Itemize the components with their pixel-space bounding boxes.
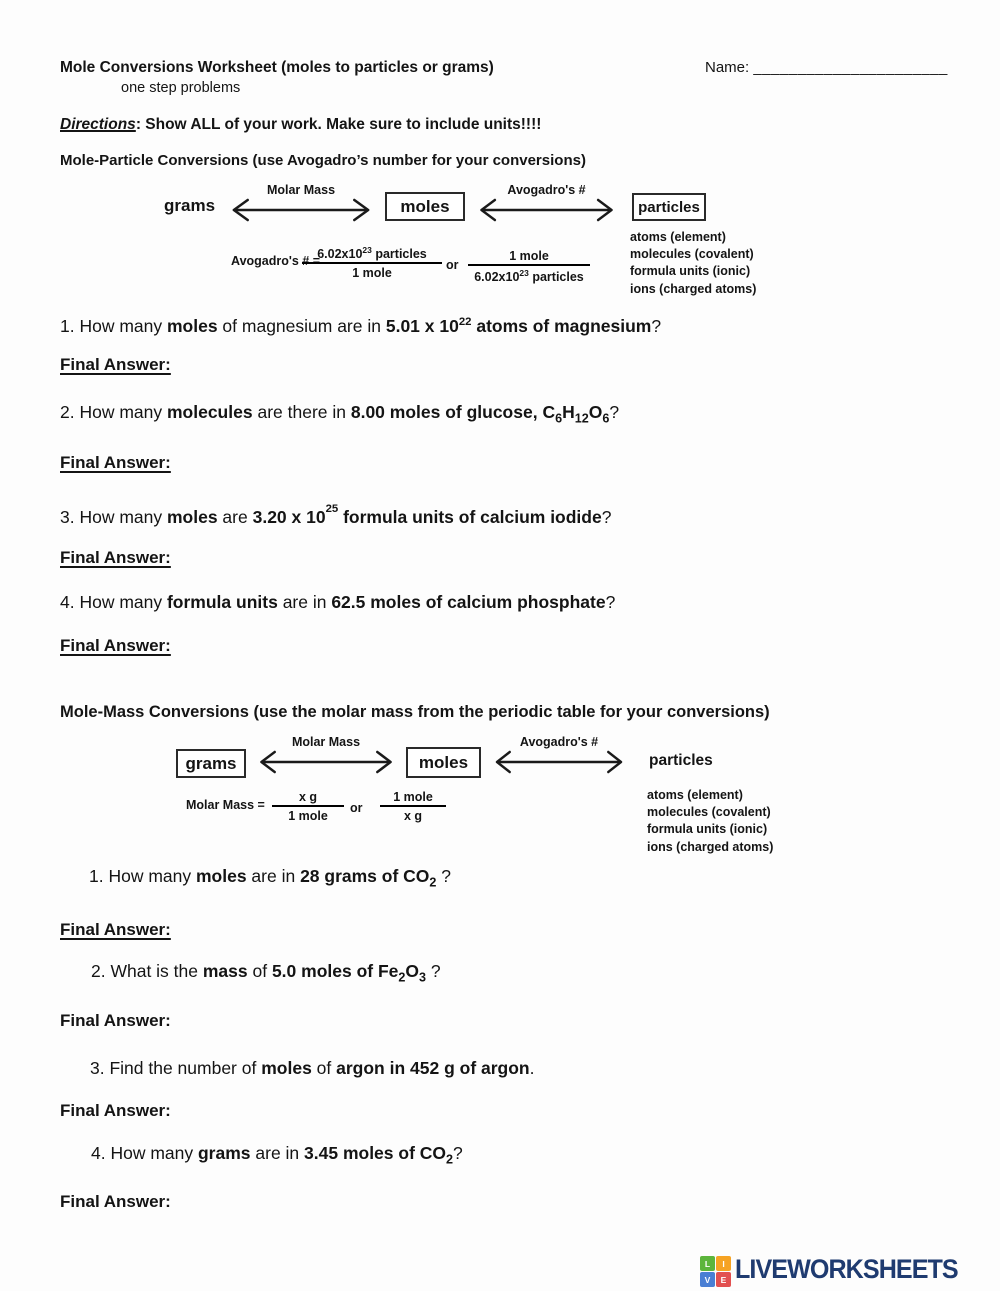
fraction-numerator: 1 mole [393,790,433,804]
diagram2-fraction-2 [380,790,446,823]
final-answer-label: Final Answer: [60,1192,171,1211]
name-label: Name: [705,59,754,76]
question-2: 2. How many molecules are there in 8.00 moles of glucose, $C_6H_{12}O_6$? [60,402,620,426]
final-answer-label: Final Answer: [60,548,171,567]
arrow-label: Molar Mass [266,183,336,197]
name-blank-line[interactable]: ______________________ [753,59,948,76]
logo-square-i: I [716,1256,731,1271]
final-answer-label: Final Answer: [60,453,171,472]
diagram2-particles-label: particles [649,752,713,769]
directions [60,116,541,134]
double-arrow-icon [222,198,380,222]
grams-label: grams [185,753,237,773]
arrow-label: Avogadro's # [519,735,599,749]
fraction-numerator: $6.02x10^{23}$ particles [317,245,427,262]
diagram2-grams-box [176,749,246,778]
question-4: 4. How many grams are in 3.45 moles of $CO_2$? [91,1143,463,1167]
directions-label: Directions [60,116,136,133]
fraction-denominator: $6.02x10^{23}$ particles [474,268,584,285]
diagram2-or-label: or [350,801,363,815]
question-1: 1. How many moles are in 28 grams of $CO_2$ ? [89,866,452,890]
moles-label: moles [418,752,469,772]
fraction-denominator: 1 mole [352,266,392,281]
fraction-bar [468,264,590,266]
final-answer-label: Final Answer: [60,636,171,655]
diagram2-particle-types [647,787,773,856]
diagram2-formula-label: Molar Mass = [186,798,265,812]
fraction-numerator: x g [298,790,318,804]
particle-type: ions (charged atoms) [647,839,774,854]
particle-type: formula units (ionic) [647,822,768,837]
particle-type: formula units (ionic) [630,264,751,279]
final-answer-label: Final Answer: [60,920,171,939]
diagram1-or-label: or [446,258,459,272]
question-3: 3. Find the number of moles of argon in 452 g of argon. [90,1058,535,1078]
directions-text: : Show ALL of your work. Make sure to include units!!!! [135,116,542,133]
diagram1-molar-mass-arrow [222,184,380,222]
name-row [705,59,948,76]
double-arrow-icon [470,198,623,222]
diagram2-avogadro-arrow [486,736,632,774]
final-answer-label: Final Answer: [60,1011,171,1030]
fraction-denominator: x g [403,809,423,823]
logo-square-l: L [700,1256,715,1271]
moles-label: moles [400,196,450,216]
particles-label: particles [638,198,700,216]
page-subtitle: one step problems [121,80,241,96]
arrow-label: Avogadro's # [507,183,586,197]
question-4: 4. How many formula units are in 62.5 moles of calcium phosphate? [60,592,616,612]
arrow-label: Molar Mass [291,735,361,749]
fraction-numerator: 1 mole [509,249,549,263]
particle-type: ions (charged atoms) [630,281,757,296]
diagram1-moles-box [385,192,465,221]
section1-heading: Mole-Particle Conversions (use Avogadro’s number for your conversions) [60,152,586,169]
diagram2-molar-mass-arrow [250,736,402,774]
particle-type: atoms (element) [630,230,726,244]
diagram1-fraction-2 [468,249,590,284]
particle-type: atoms (element) [647,788,743,802]
liveworksheets-logo-icon [700,1256,731,1287]
page-title: Mole Conversions Worksheet (moles to particles or grams) [60,59,494,76]
fraction-denominator: 1 mole [288,809,328,823]
double-arrow-icon [486,750,632,774]
double-arrow-icon [250,750,402,774]
particle-type: molecules (covalent) [630,247,754,262]
liveworksheets-logo[interactable] [700,1253,975,1287]
fraction-bar [380,805,446,807]
diagram1-formula-label: Avogadro's # = [231,254,320,268]
question-1: 1. How many moles of magnesium are in 5.01 x $10^{22}$ atoms of magnesium? [60,315,662,336]
diagram1-fraction-1 [302,245,442,280]
liveworksheets-wordmark: LIVEWORKSHEETS [735,1254,958,1284]
diagram2-moles-box [406,747,481,778]
diagram1-avogadro-arrow [470,184,623,222]
section2-heading: Mole-Mass Conversions (use the molar mass from the periodic table for your conversions) [60,703,770,721]
particle-type: molecules (covalent) [647,805,771,820]
question-2: 2. What is the mass of 5.0 moles of $Fe_2O_3$ ? [91,961,441,985]
fraction-bar [302,262,442,264]
fraction-bar [272,805,344,807]
logo-square-v: V [700,1272,715,1287]
diagram2-fraction-1 [272,790,344,823]
diagram1-particle-types [630,229,756,298]
final-answer-label: Final Answer: [60,355,171,374]
logo-square-e: E [716,1272,731,1287]
diagram1-grams-label: grams [164,196,216,215]
final-answer-label: Final Answer: [60,1101,171,1120]
question-3: 3. How many moles are 3.20 x $10^{25}$ formula units of calcium iodide? [60,503,612,527]
diagram1-particles-box [632,193,706,221]
